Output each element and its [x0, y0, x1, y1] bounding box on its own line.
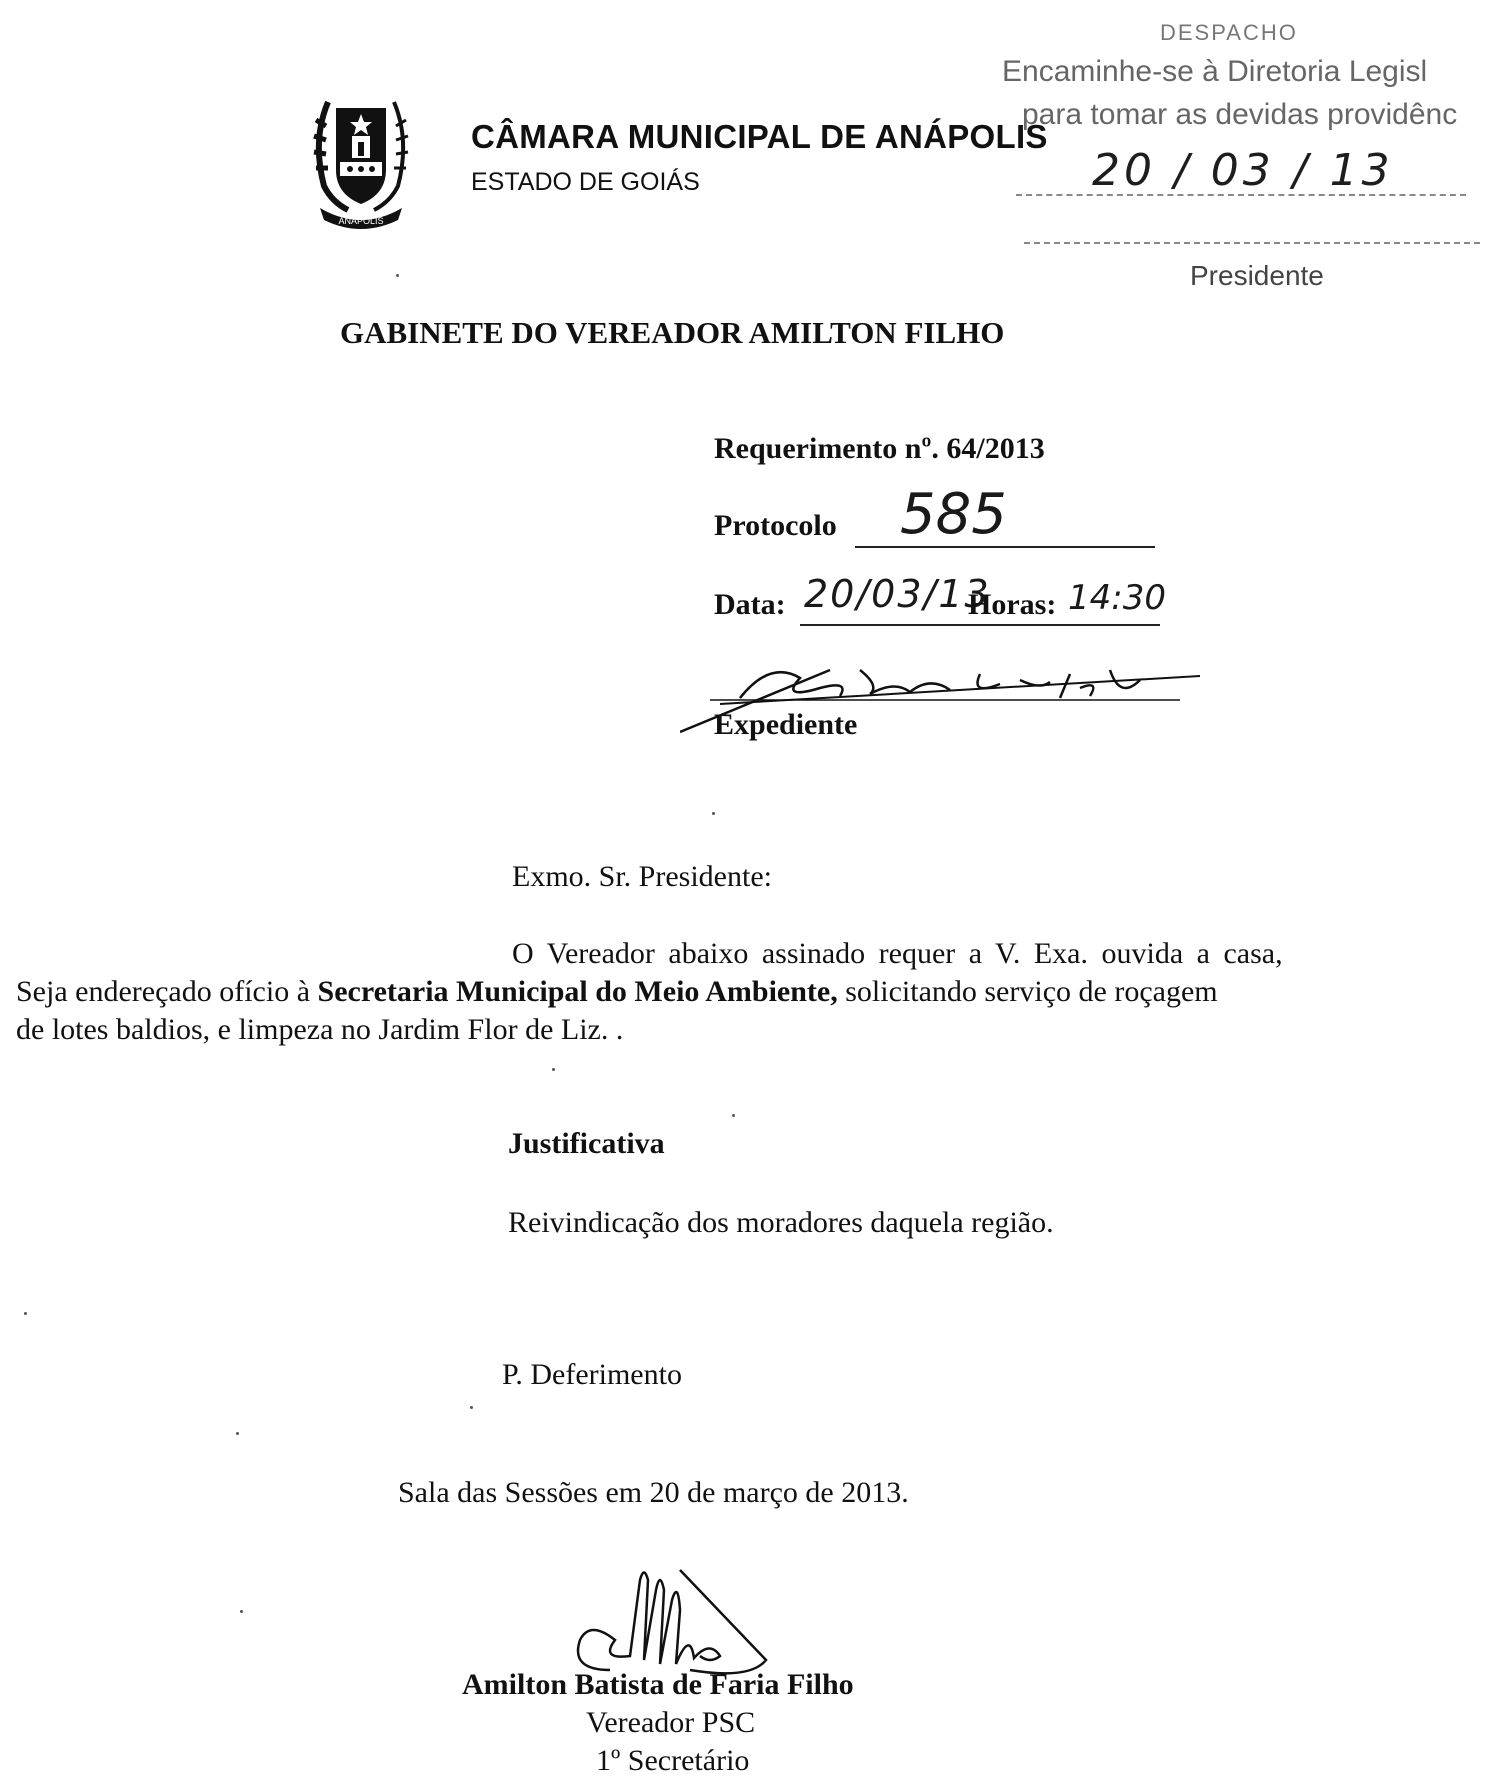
horas-value: 14:30	[1068, 578, 1166, 618]
request-paragraph-line-1: O Vereador abaixo assinado requer a V. Exa. ouvida a casa,	[512, 937, 1283, 970]
dispatch-stamp	[990, 10, 1488, 290]
stamp-signature-line	[1024, 242, 1480, 244]
greeting: Exmo. Sr. Presidente:	[512, 860, 772, 893]
protocolo-label: Protocolo	[714, 509, 837, 542]
request-text: solicitando serviço de roçagem	[837, 975, 1218, 1008]
scan-speck	[732, 1114, 735, 1117]
protocolo-underline	[855, 546, 1155, 548]
session-place-date: Sala das Sessões em 20 de março de 2013.	[398, 1476, 909, 1509]
justification-text: Reivindicação dos moradores daquela região.	[508, 1206, 1054, 1239]
data-label: Data:	[714, 588, 786, 621]
expediente-label: Expediente	[714, 708, 858, 741]
protocolo-value: 585	[900, 482, 1007, 547]
crest-text: ANÁPOLIS	[338, 216, 384, 226]
scan-speck	[24, 1312, 27, 1315]
request-paragraph-line-2	[16, 975, 1218, 1009]
stamp-line-1: Encaminhe-se à Diretoria Legisl	[1002, 55, 1428, 88]
scan-speck	[552, 1068, 555, 1071]
justification-heading: Justificativa	[508, 1127, 665, 1160]
scan-speck	[712, 812, 715, 815]
signatory-role: Vereador PSC	[586, 1706, 756, 1739]
institution-subtitle: ESTADO DE GOIÁS	[471, 168, 700, 196]
data-value: 20/03/13	[804, 572, 991, 616]
scan-speck	[396, 274, 399, 277]
scan-speck	[240, 1610, 243, 1613]
recipient-secretariat: Secretaria Municipal do Meio Ambiente,	[317, 975, 838, 1008]
stamp-line-2: para tomar as devidas providênc	[1022, 98, 1458, 131]
stamp-divider	[1016, 194, 1466, 196]
office-heading: GABINETE DO VEREADOR AMILTON FILHO	[340, 315, 1005, 350]
scan-speck	[236, 1432, 239, 1435]
request-paragraph-line-3: de lotes baldios, e limpeza no Jardim Flor de Liz. .	[16, 1013, 624, 1046]
requerimento-number: Requerimento nº. 64/2013	[714, 432, 1045, 465]
stamp-header: DESPACHO	[1160, 20, 1298, 45]
scan-speck	[470, 1406, 473, 1409]
deferimento: P. Deferimento	[502, 1358, 682, 1391]
municipal-crest-icon	[298, 90, 424, 232]
request-text: Seja endereçado ofício à	[16, 975, 318, 1008]
horas-label: Horas:	[968, 588, 1057, 621]
signatory-name: Amilton Batista de Faria Filho	[462, 1668, 854, 1701]
stamp-date: 20 / 03 / 13	[1092, 145, 1394, 196]
data-underline	[800, 624, 1160, 626]
stamp-signer: Presidente	[1190, 260, 1324, 291]
signatory-position: 1º Secretário	[596, 1744, 750, 1777]
institution-title: CÂMARA MUNICIPAL DE ANÁPOLIS	[471, 118, 1048, 155]
